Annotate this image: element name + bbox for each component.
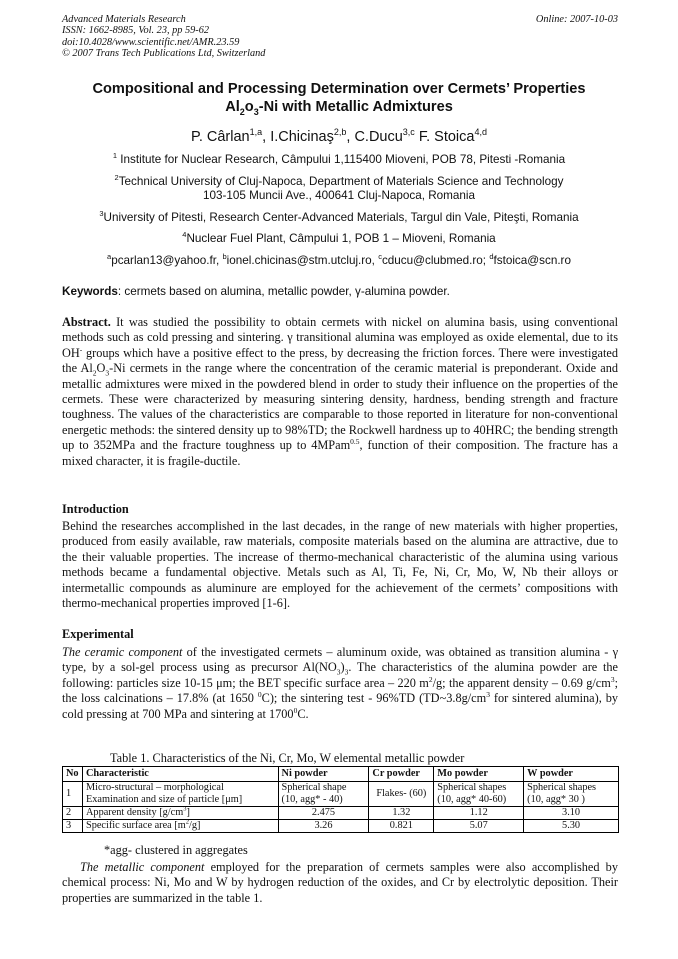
metallic-component-text: The metallic component employed for the preparation of cermets samples were also accomplished by chemical process: Ni, Mo and W by hydrogen reduction of the oxides, and Cr by electrolytic deposition. Their properties are summarized in the table 1. <box>62 860 618 905</box>
table-row: 3 Specific surface area $[m^2/g]$ 3.26 0.821 5.07 5.30 <box>63 820 619 833</box>
paper-title <box>40 80 638 121</box>
author: C.Ducu$^{3,c}$ <box>354 127 415 145</box>
affiliation-2: $^2$Technical University of Cluj-Napoca, Department of Materials Science and Technology 103-105 Muncii Ave., 400641 Cluj-Napoca, Romania <box>114 173 564 203</box>
keywords: Keywords: cermets based on alumina, metallic powder, γ-alumina powder. <box>62 285 450 298</box>
table-header: Characteristic <box>82 767 278 782</box>
email-link[interactable]: ionel.chicinas@stm.utcluj.ro, <box>226 253 379 267</box>
affiliation-1: $^1$ Institute for Nuclear Research, Câmpului 1,115400 Mioveni, POB 78, Pitesti -Romania <box>112 151 566 166</box>
introduction-heading: Introduction <box>62 502 129 516</box>
abstract: Abstract. It was studied the possibility to obtain cermets with nickel on alumina basis, using conventional methods such as cold pressing and sintering. γ transitional alumina was employed as oxide elemental, due to its OH- groups which have a positive effect to the press, by decreasing the friction forces. There were investigated the $Al_2O_3-Ni$ cermets in the range where the concentration of the ceramic material is preponderant. Oxide and metallic admixtures were mixed in the powdered blend in order to study their influence on the properties of the cermets. These were characterized by measuring sintering density, hardness, bending strength and fracture toughness. The values of the characteristics are comparable to those reported in literature for non-conventional energetic methods: the sintered density up to 98%TD; the Rockwell hardness up to 40HRC; the bending strength up to 352MPa and the fracture toughness up to 4MPam$^{0.5}$, function of their composition. The fracture has a mixed character, it is fragile-ductile. <box>62 315 619 468</box>
author: I.Chicinaş$^{2,b}$, <box>270 127 355 145</box>
experimental-heading: Experimental <box>62 627 134 641</box>
table-row: 2 Apparent density $[g/cm^3]$ 2.475 1.32 1.12 3.10 <box>63 807 619 820</box>
author: F. Stoica$^{4,d}$ <box>418 127 487 145</box>
journal-name: Advanced Materials Research <box>62 14 186 25</box>
online-date: Online: 2007-10-03 <box>535 14 618 25</box>
table-header: Ni powder <box>278 767 369 782</box>
affiliation-3: $^3$University of Pitesti, Research Center-Advanced Materials, Targul din Vale, Piteşti, Romania <box>99 209 579 224</box>
journal-header <box>62 14 618 60</box>
title-line-1: Compositional and Processing Determination over Cermets’ Properties <box>92 81 586 97</box>
issn: ISSN: 1662-8985, Vol. 23, pp 59-62 <box>62 25 210 37</box>
email-link[interactable]: cducu@clubmed.ro; <box>381 253 490 267</box>
introduction-text: Behind the researches accomplished in the last decades, in the range of new materials with higher properties, produced from easily available, raw materials, composite materials based on the alumina are attractive, due to the their valuable properties. The increase of thermo-mechanical characteristic of the alumina using various methods became a fundamental objective. Metals such as Al, Ti, Fe, Ni, Cr, Mo, W, Nb their alloys or intermetallic compounds as aluminure are employed for the achievement of the cermets’ compositions with thermo-mechanical properties improved [1-6]. <box>62 519 618 611</box>
table-header: W powder <box>524 767 619 782</box>
author-emails: $^a$pcarlan13@yahoo.fr, $^b$ionel.chicinas@stm.utcluj.ro, $^c$cducu@clubmed.ro; $^d$fstoica@scn.ro <box>107 252 571 267</box>
table-header: Cr powder <box>369 767 434 782</box>
author: P. Cârlan$^{1,a}$, <box>191 127 271 145</box>
author-list <box>40 123 638 146</box>
powder-characteristics-table <box>62 766 619 833</box>
email-link[interactable]: fstoica@scn.ro <box>493 253 571 267</box>
table-header-row <box>63 767 619 782</box>
copyright: © 2007 Trans Tech Publications Ltd, Switzerland <box>62 48 266 60</box>
experimental-text: The ceramic component of the investigated cermets – aluminum oxide, was obtained as transition alumina - γ type, by a sol-gel process using as precursor $Al(NO_3)_3$. The characteristics of the alumina powder are the following: particles size 10-15 μm; the BET specific surface area – 220 $m^2/g$; the apparent density – 0.69 $g/cm^3$; the loss calcinations – 17.8% (at 1650 $^0$C); the sintering test - 96%TD ($TD\sim 3.8g/cm^3$ for sintered alumina), by cold pressing at 700 MPa and sintering at 1700$^0$C. <box>62 645 619 721</box>
table-header: No <box>63 767 83 782</box>
email-link[interactable]: pcarlan13@yahoo.fr, <box>111 253 223 267</box>
table-header: Mo powder <box>434 767 524 782</box>
doi: doi:10.4028/www.scientific.net/AMR.23.59 <box>62 36 240 48</box>
title-line-2: $Al_2o_3-Ni$ with Metallic Admixtures <box>225 99 453 117</box>
affiliation-4: $^4$Nuclear Fuel Plant, Câmpului 1, POB 1 – Mioveni, Romania <box>182 230 496 245</box>
table-footnote: *agg- clustered in aggregates <box>104 843 248 857</box>
table-caption: Table 1. Characteristics of the Ni, Cr, Mo, W elemental metallic powder <box>110 751 465 765</box>
table-row: 1 Micro-structural – morphological Examination and size of particle [μm] Spherical shape (10, agg* - 40) Flakes- (60) Spherical shapes (10, agg* 40-60) Spherical shapes (10, agg* 30 ) <box>63 782 619 807</box>
